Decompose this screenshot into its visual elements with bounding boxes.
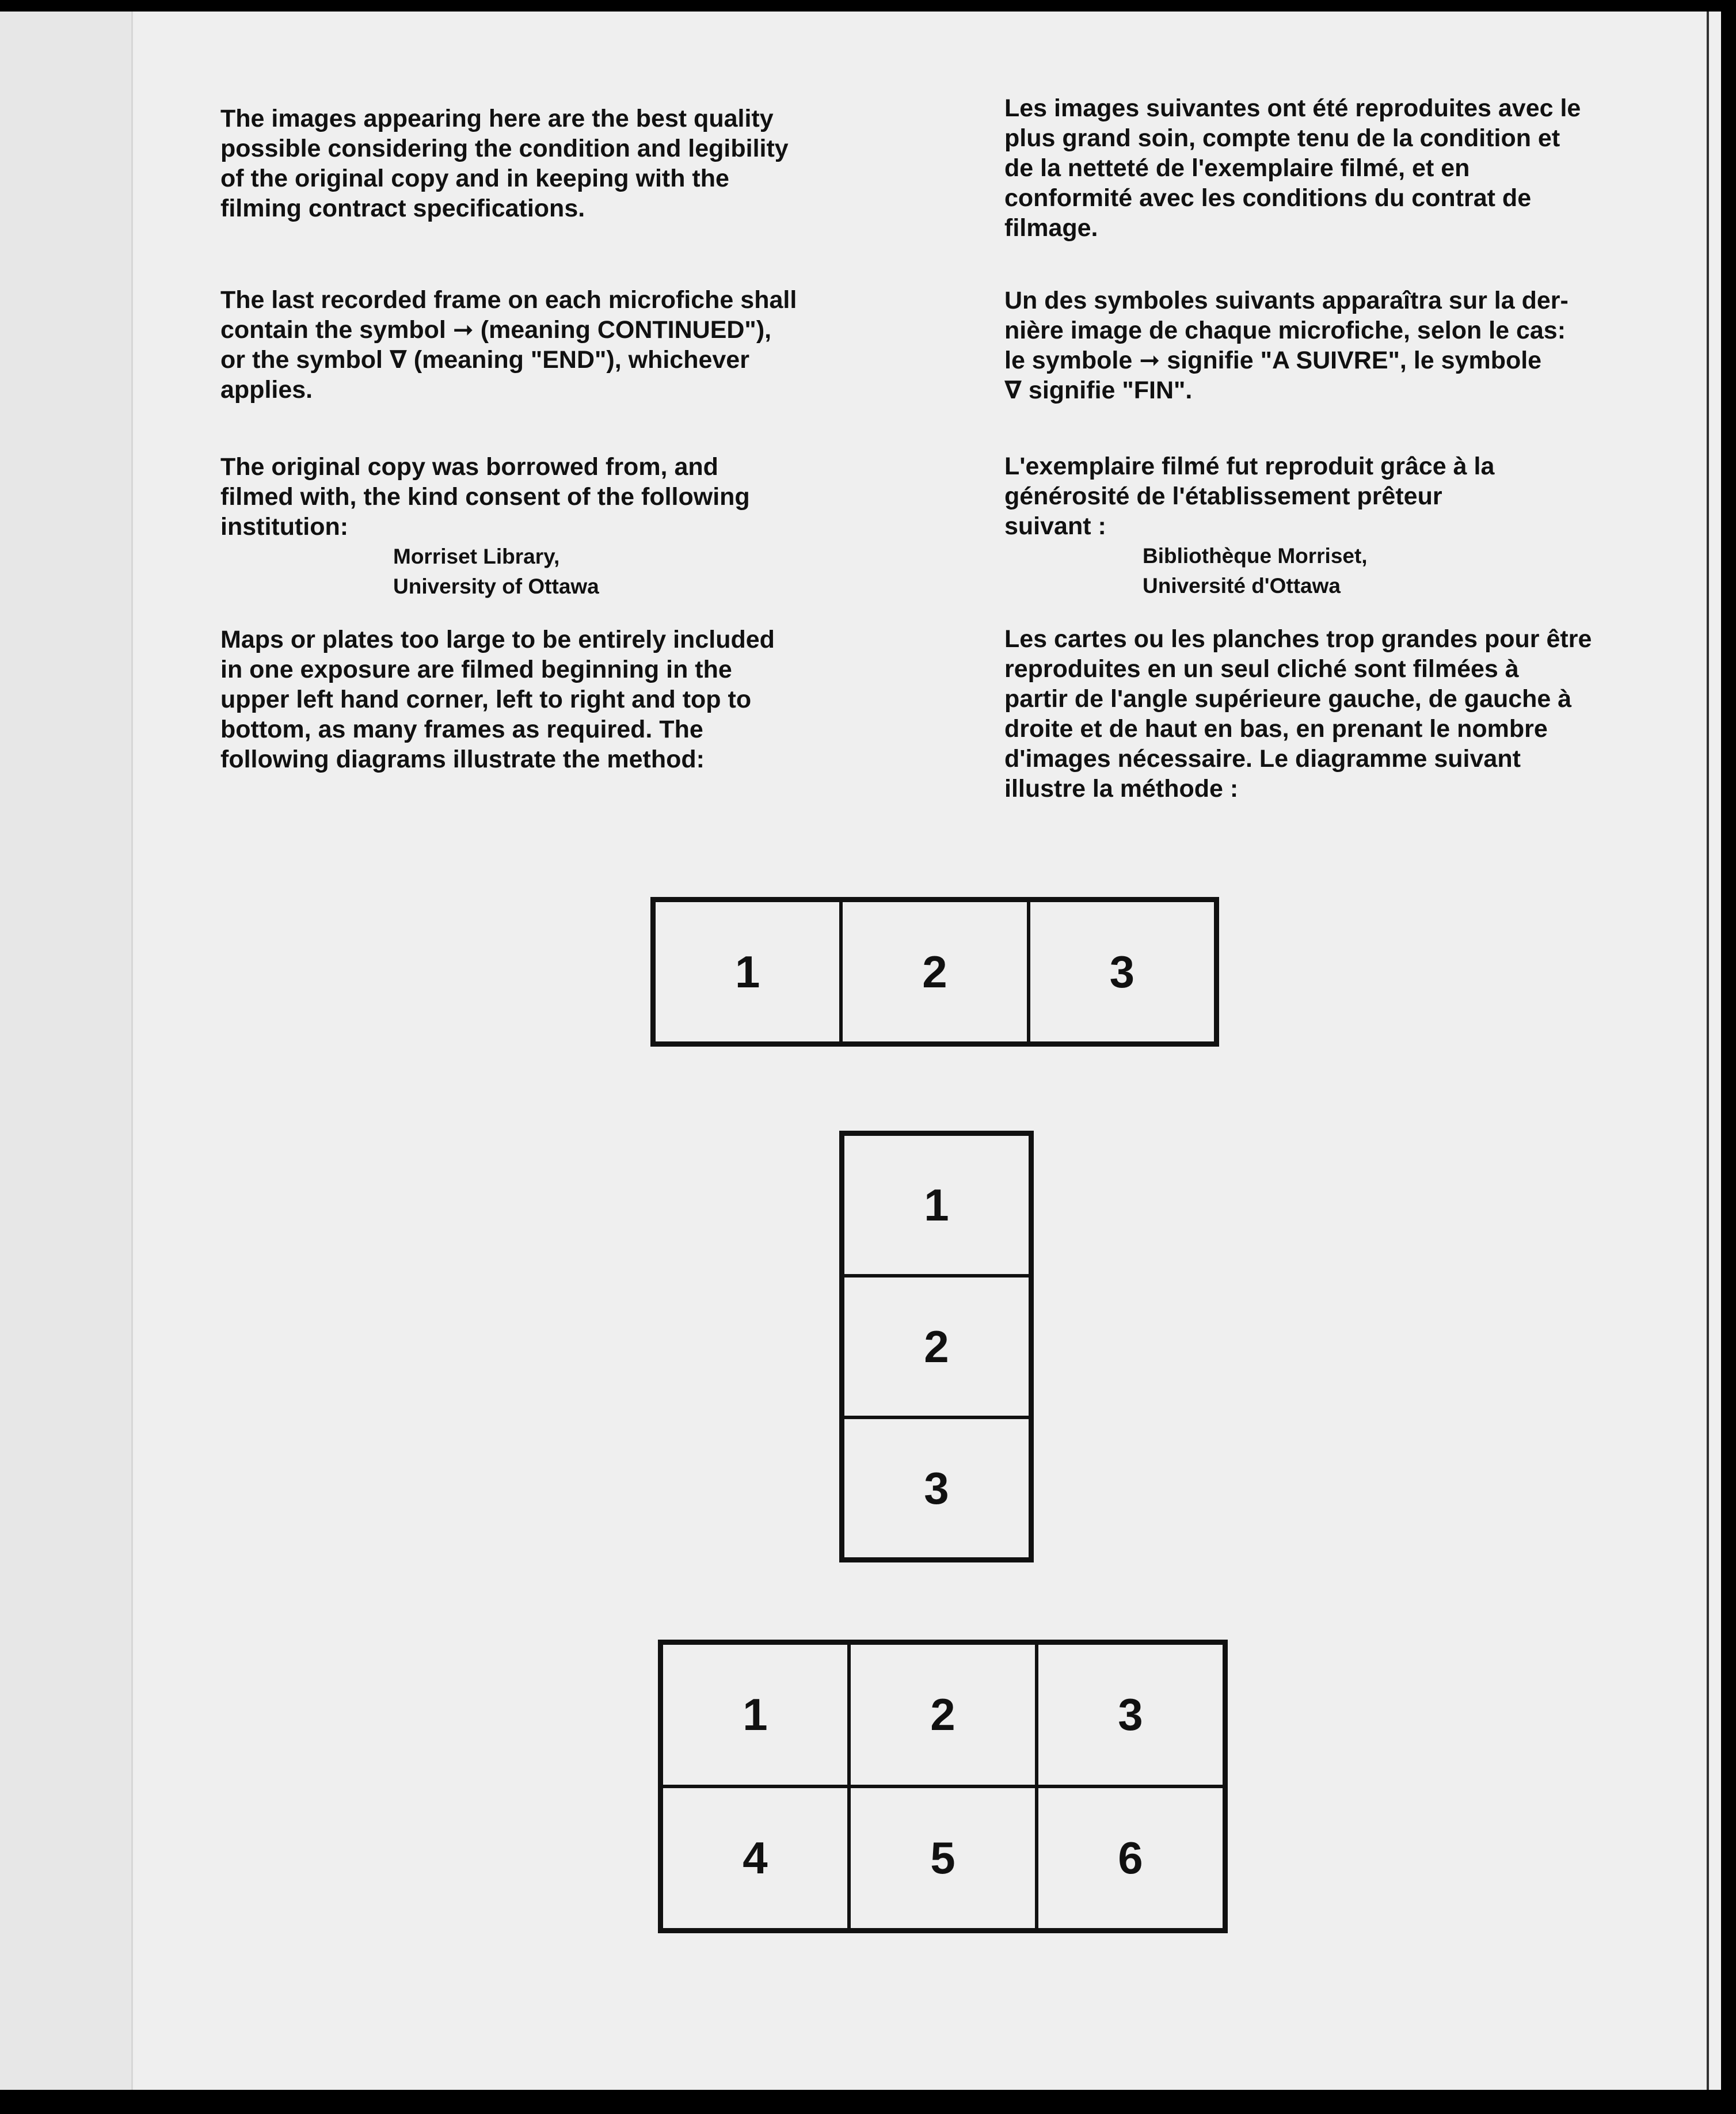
- english-para-method: Maps or plates too large to be entirely included in one exposure are filmed beginning in the upper left hand corner, left to right and top to bottom, as many frames as required. The following diagrams illustrate the method:: [220, 626, 775, 773]
- french-para-method: Les cartes ou les planches trop grandes pour être reproduites en un seul cliché sont filmées à partir de l'angle supérieure gauche, de gauche à droite et de haut en bas, en prenant le nombre d'images nécessaire. Le diagramme suivant illustre la méthode :: [1004, 625, 1592, 803]
- frame-cell: 6: [1037, 1786, 1224, 1930]
- frame-cell: 3: [1029, 900, 1216, 1043]
- english-para-institution: The original copy was borrowed from, and filmed with, the kind consent of the following institution:: [220, 453, 750, 541]
- diagram-horizontal: [650, 897, 1219, 1047]
- frame-cell: 2: [841, 900, 1028, 1043]
- frame-cell: 1: [654, 900, 841, 1043]
- french-institution-name: Bibliothèque Morriset,: [1143, 544, 1368, 568]
- frame-cell: 1: [661, 1643, 849, 1786]
- english-para-symbols: The last recorded frame on each microfiche shall contain the symbol ➞ (meaning CONTINUED"), or the symbol ∇ (meaning "END"), whichever applies.: [220, 286, 797, 404]
- right-edge-line: [1707, 12, 1709, 2090]
- frame-cell: 2: [849, 1643, 1037, 1786]
- frame-cell: 1: [843, 1134, 1030, 1276]
- french-column: [1004, 93, 1661, 804]
- diagram-grid: [658, 1640, 1228, 1933]
- english-para-quality: The images appearing here are the best quality possible considering the condition and legibility of the original copy and in keeping with the filming contract specifications.: [220, 105, 789, 222]
- frame-cell: 3: [1037, 1643, 1224, 1786]
- french-institution-university: Université d'Ottawa: [1143, 574, 1341, 598]
- left-margin-strip: [0, 12, 133, 2090]
- frame-cell: 2: [843, 1276, 1030, 1417]
- frame-cell: 5: [849, 1786, 1037, 1930]
- french-para-quality: Les images suivantes ont été reproduites avec le plus grand soin, compte tenu de la condition et de la netteté de l'exemplaire filmé, et en conformité avec les conditions du contrat de filmage.: [1004, 94, 1581, 242]
- english-column: [220, 104, 877, 774]
- french-para-institution: L'exemplaire filmé fut reproduit grâce à la générosité de l'établissement prêteur suivant :: [1004, 453, 1495, 540]
- frame-cell: 3: [843, 1417, 1030, 1559]
- english-institution-name: Morriset Library,: [393, 545, 560, 568]
- frame-cell: 4: [661, 1786, 849, 1930]
- diagram-vertical: [839, 1131, 1034, 1562]
- french-para-symbols: Un des symboles suivants apparaîtra sur la der- nière image de chaque microfiche, selon le cas: le symbole ➞ signifie "A SUIVRE", le symbole ∇ signifie "FIN".: [1004, 287, 1569, 404]
- english-institution-university: University of Ottawa: [393, 575, 599, 598]
